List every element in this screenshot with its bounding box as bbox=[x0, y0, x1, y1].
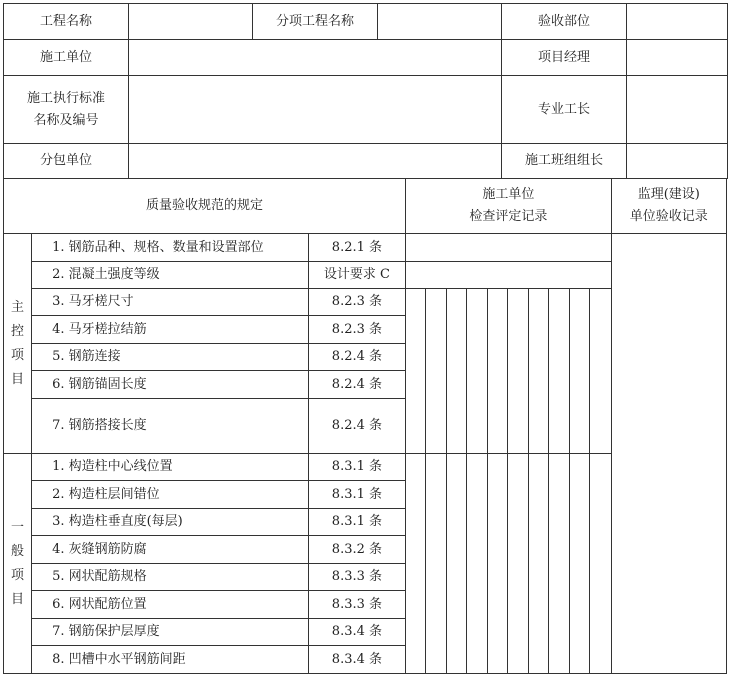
record-cell[interactable] bbox=[406, 234, 612, 262]
foreman-field[interactable] bbox=[627, 76, 728, 144]
item-name: 1. 钢筋品种、规格、数量和设置部位 bbox=[32, 234, 309, 262]
record-cell[interactable] bbox=[508, 289, 529, 454]
record-cell[interactable] bbox=[406, 262, 612, 289]
subcontractor-field[interactable] bbox=[129, 144, 502, 179]
record-cell[interactable] bbox=[590, 454, 611, 674]
record-cell[interactable] bbox=[447, 289, 467, 454]
general-group-char: 般 bbox=[11, 543, 25, 559]
item-name: 7. 钢筋搭接长度 bbox=[32, 399, 309, 454]
item-name: 2. 混凝土强度等级 bbox=[32, 262, 309, 289]
spec-header: 质量验收规范的规定 bbox=[4, 179, 406, 234]
record-cell[interactable] bbox=[590, 289, 611, 454]
item-name: 5. 钢筋连接 bbox=[32, 344, 309, 371]
item-ref: 8.2.4 条 bbox=[308, 399, 405, 454]
supervision-header-line1: 监理(建设) bbox=[637, 187, 700, 202]
project-manager-field[interactable] bbox=[627, 40, 728, 76]
item-ref: 8.3.3 条 bbox=[308, 591, 405, 619]
construction-unit-label: 施工单位 bbox=[4, 40, 129, 76]
record-cell[interactable] bbox=[549, 289, 570, 454]
item-ref: 8.3.4 条 bbox=[308, 646, 405, 674]
construction-unit-field[interactable] bbox=[129, 40, 502, 76]
sub-project-name-label: 分项工程名称 bbox=[253, 4, 378, 40]
inspection-part-field[interactable] bbox=[627, 4, 728, 40]
supervision-record-cell[interactable] bbox=[611, 234, 726, 674]
construction-record-header bbox=[406, 179, 612, 234]
foreman-label: 专业工长 bbox=[502, 76, 627, 144]
item-ref: 8.2.3 条 bbox=[308, 289, 405, 316]
item-name: 4. 马牙槎拉结筋 bbox=[32, 316, 309, 344]
record-cell[interactable] bbox=[426, 289, 447, 454]
record-cell[interactable] bbox=[426, 454, 447, 674]
team-leader-field[interactable] bbox=[627, 144, 728, 179]
item-ref: 8.2.4 条 bbox=[308, 371, 405, 399]
general-group-char: 目 bbox=[11, 591, 25, 607]
construction-record-header-line2: 检查评定记录 bbox=[469, 209, 548, 224]
subcontractor-label: 分包单位 bbox=[4, 144, 129, 179]
main-group-char: 项 bbox=[11, 347, 25, 363]
record-cell[interactable] bbox=[549, 454, 570, 674]
item-name: 2. 构造柱层间错位 bbox=[32, 481, 309, 509]
item-name: 8. 凹槽中水平钢筋间距 bbox=[32, 646, 309, 674]
main-group-char: 主 bbox=[11, 299, 25, 315]
general-group-label bbox=[4, 454, 32, 674]
record-cell[interactable] bbox=[488, 289, 508, 454]
project-manager-label: 项目经理 bbox=[502, 40, 627, 76]
record-cell[interactable] bbox=[467, 454, 488, 674]
item-ref: 8.3.4 条 bbox=[308, 619, 405, 646]
team-leader-label: 施工班组组长 bbox=[502, 144, 627, 179]
record-cell[interactable] bbox=[406, 289, 426, 454]
item-ref: 8.2.3 条 bbox=[308, 316, 405, 344]
record-cell[interactable] bbox=[570, 289, 590, 454]
item-ref: 8.2.4 条 bbox=[308, 344, 405, 371]
item-name: 6. 钢筋锚固长度 bbox=[32, 371, 309, 399]
record-cell[interactable] bbox=[529, 454, 549, 674]
project-name-label: 工程名称 bbox=[4, 4, 129, 40]
supervision-header bbox=[611, 179, 726, 234]
record-cell[interactable] bbox=[529, 289, 549, 454]
item-ref: 8.3.1 条 bbox=[308, 481, 405, 509]
project-name-field[interactable] bbox=[129, 4, 253, 40]
general-group-char: 一 bbox=[11, 519, 25, 535]
inspection-part-label: 验收部位 bbox=[502, 4, 627, 40]
general-group-char: 项 bbox=[11, 567, 25, 583]
execution-standard-label-line2: 名称及编号 bbox=[33, 112, 99, 128]
sub-project-name-field[interactable] bbox=[378, 4, 502, 40]
item-name: 3. 马牙槎尺寸 bbox=[32, 289, 309, 316]
execution-standard-field[interactable] bbox=[129, 76, 502, 144]
items-table bbox=[3, 178, 727, 674]
item-ref: 8.3.1 条 bbox=[308, 509, 405, 536]
item-name: 1. 构造柱中心线位置 bbox=[32, 454, 309, 481]
record-cell[interactable] bbox=[488, 454, 508, 674]
item-name: 4. 灰缝钢筋防腐 bbox=[32, 536, 309, 564]
record-cell[interactable] bbox=[467, 289, 488, 454]
main-group-label bbox=[4, 234, 32, 454]
item-name: 3. 构造柱垂直度(每层) bbox=[32, 509, 309, 536]
execution-standard-label bbox=[4, 76, 129, 144]
item-name: 7. 钢筋保护层厚度 bbox=[32, 619, 309, 646]
execution-standard-label-line1: 施工执行标准 bbox=[26, 90, 105, 106]
item-name: 5. 网状配筋规格 bbox=[32, 564, 309, 591]
main-group-char: 控 bbox=[11, 323, 25, 339]
record-cell[interactable] bbox=[570, 454, 590, 674]
item-ref: 8.2.1 条 bbox=[308, 234, 405, 262]
supervision-header-line2: 单位验收记录 bbox=[629, 209, 708, 224]
item-ref: 8.3.1 条 bbox=[308, 454, 405, 481]
header-table bbox=[3, 3, 728, 179]
item-ref: 8.3.3 条 bbox=[308, 564, 405, 591]
record-cell[interactable] bbox=[447, 454, 467, 674]
construction-record-header-line1: 施工单位 bbox=[482, 187, 535, 202]
item-ref: 8.3.2 条 bbox=[308, 536, 405, 564]
record-cell[interactable] bbox=[406, 454, 426, 674]
item-name: 6. 网状配筋位置 bbox=[32, 591, 309, 619]
record-cell[interactable] bbox=[508, 454, 529, 674]
main-group-char: 目 bbox=[11, 371, 25, 387]
item-ref: 设计要求 C bbox=[308, 262, 405, 289]
